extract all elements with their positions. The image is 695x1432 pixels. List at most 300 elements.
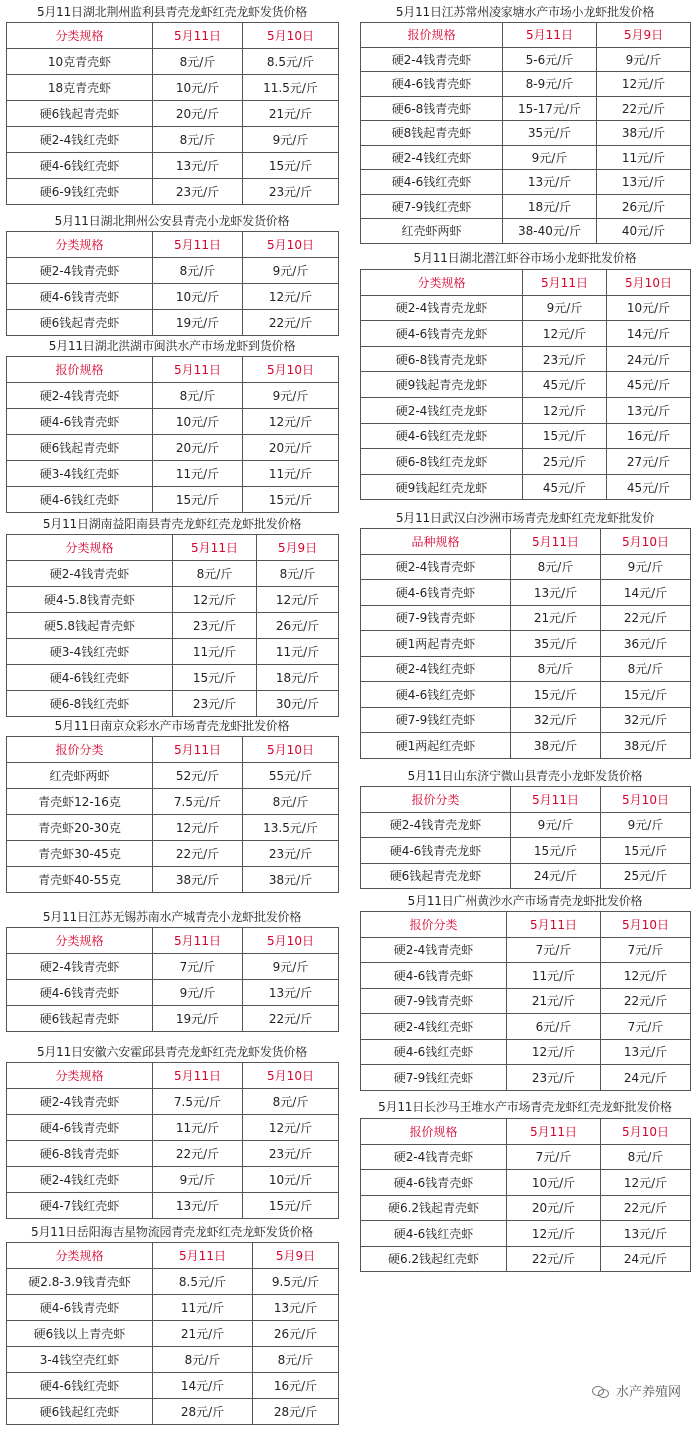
- price-cell: 8元/斤: [153, 258, 243, 284]
- price-cell: 38-40元/斤: [503, 219, 597, 244]
- spec-cell: 硬6-8钱红壳龙虾: [361, 449, 523, 475]
- price-cell: 11元/斤: [173, 639, 257, 665]
- price-cell: 45元/斤: [523, 474, 607, 500]
- price-cell: 38元/斤: [243, 867, 339, 893]
- price-cell: 12元/斤: [153, 815, 243, 841]
- column-header: 5月11日: [507, 912, 601, 938]
- spec-cell: 硬4-6钱红壳虾: [361, 1039, 507, 1065]
- price-table: [6, 1242, 339, 1425]
- table-row: [7, 867, 339, 893]
- table-row: [7, 613, 339, 639]
- price-cell: 12元/斤: [243, 1115, 339, 1141]
- table-row: [361, 682, 691, 708]
- price-cell: 9元/斤: [243, 127, 339, 153]
- column-header: 5月11日: [153, 1063, 243, 1089]
- price-cell: 12元/斤: [257, 587, 339, 613]
- column-header: 报价规格: [361, 1119, 507, 1145]
- spec-cell: 硬6钱起青壳虾: [7, 1006, 153, 1032]
- price-cell: 21元/斤: [507, 988, 601, 1014]
- price-cell: 23元/斤: [243, 1141, 339, 1167]
- price-table: [6, 1062, 339, 1219]
- price-table: [6, 231, 339, 336]
- table-row: [7, 435, 339, 461]
- price-cell: 19元/斤: [153, 1006, 243, 1032]
- price-cell: 20元/斤: [153, 435, 243, 461]
- table-row: [7, 639, 339, 665]
- table-header-row: [7, 1243, 339, 1269]
- spec-cell: 硬4-6钱红壳虾: [7, 487, 153, 513]
- price-cell: 9.5元/斤: [253, 1269, 339, 1295]
- spec-cell: 10克青壳虾: [7, 49, 153, 75]
- price-table: [360, 22, 691, 244]
- spec-cell: 硬4-6钱青壳龙虾: [361, 321, 523, 347]
- spec-cell: 18克青壳虾: [7, 75, 153, 101]
- table-row: [7, 1141, 339, 1167]
- price-cell: 20元/斤: [243, 435, 339, 461]
- price-cell: 11元/斤: [153, 461, 243, 487]
- price-cell: 15元/斤: [153, 487, 243, 513]
- price-cell: 13元/斤: [153, 1193, 243, 1219]
- table-title: 5月11日安徽六安霍邱县青壳龙虾红壳龙虾发货价格: [36, 1045, 308, 1059]
- price-table: [6, 534, 339, 717]
- spec-cell: 硬2-4钱青壳龙虾: [361, 295, 523, 321]
- price-cell: 12元/斤: [507, 1221, 601, 1247]
- table-row: [361, 863, 691, 889]
- price-cell: 15元/斤: [601, 682, 691, 708]
- price-cell: 12元/斤: [523, 397, 607, 423]
- price-cell: 12元/斤: [601, 963, 691, 989]
- price-table: [360, 1118, 691, 1272]
- column-header: 5月10日: [243, 23, 339, 49]
- spec-cell: 硬6-8钱青壳龙虾: [361, 346, 523, 372]
- price-table-block: [360, 247, 690, 500]
- price-cell: 9元/斤: [153, 1167, 243, 1193]
- table-row: [7, 1089, 339, 1115]
- price-cell: 24元/斤: [511, 863, 601, 889]
- spec-cell: 硬4-6钱红壳虾: [361, 682, 511, 708]
- price-cell: 10元/斤: [507, 1170, 601, 1196]
- table-row: [361, 1144, 691, 1170]
- table-header-row: [361, 1119, 691, 1145]
- table-row: [7, 1167, 339, 1193]
- price-cell: 27元/斤: [607, 449, 691, 475]
- price-cell: 18元/斤: [503, 194, 597, 219]
- column-header: 5月9日: [597, 23, 691, 48]
- price-table: [360, 269, 691, 500]
- price-cell: 35元/斤: [503, 121, 597, 146]
- spec-cell: 青壳虾12-16克: [7, 789, 153, 815]
- price-cell: 23元/斤: [153, 179, 243, 205]
- table-row: [361, 346, 691, 372]
- column-header: 5月11日: [153, 737, 243, 763]
- price-cell: 9元/斤: [597, 47, 691, 72]
- column-header: 5月10日: [601, 1119, 691, 1145]
- price-cell: 8元/斤: [511, 656, 601, 682]
- table-title: 5月11日江苏常州凌家塘水产市场小龙虾批发价格: [395, 5, 655, 19]
- table-row: [361, 295, 691, 321]
- price-cell: 22元/斤: [597, 96, 691, 121]
- price-cell: 21元/斤: [153, 1321, 253, 1347]
- spec-cell: 硬2-4钱青壳虾: [7, 1089, 153, 1115]
- spec-cell: 硬4-6钱青壳虾: [7, 1295, 153, 1321]
- price-cell: 8元/斤: [153, 49, 243, 75]
- price-cell: 15元/斤: [511, 838, 601, 864]
- column-header: 5月10日: [243, 232, 339, 258]
- price-cell: 20元/斤: [153, 101, 243, 127]
- table-row: [361, 605, 691, 631]
- table-row: [7, 153, 339, 179]
- spec-cell: 硬2-4钱青壳虾: [7, 258, 153, 284]
- table-row: [7, 1295, 339, 1321]
- column-header: 5月9日: [257, 535, 339, 561]
- table-row: [361, 1014, 691, 1040]
- price-table: [360, 528, 691, 759]
- spec-cell: 硬4-6钱青壳虾: [7, 284, 153, 310]
- column-header: 分类规格: [7, 1063, 153, 1089]
- column-header: 5月10日: [243, 928, 339, 954]
- table-title: 5月11日岳阳海吉星物流园青壳龙虾红壳龙虾发货价格: [31, 1225, 313, 1239]
- table-row: [7, 561, 339, 587]
- price-cell: 32元/斤: [511, 707, 601, 733]
- spec-cell: 硬6钱起青壳虾: [7, 101, 153, 127]
- table-row: [7, 1399, 339, 1425]
- spec-cell: 硬2-4钱红壳虾: [7, 1167, 153, 1193]
- table-row: [7, 284, 339, 310]
- price-cell: 13元/斤: [153, 153, 243, 179]
- price-cell: 22元/斤: [153, 1141, 243, 1167]
- price-table-block: [360, 1096, 690, 1272]
- price-cell: 14元/斤: [607, 321, 691, 347]
- price-cell: 21元/斤: [511, 605, 601, 631]
- table-row: [361, 963, 691, 989]
- spec-cell: 硬2-4钱红壳虾: [361, 656, 511, 682]
- price-cell: 7.5元/斤: [153, 789, 243, 815]
- price-cell: 9元/斤: [511, 812, 601, 838]
- column-header: 5月11日: [153, 1243, 253, 1269]
- table-row: [7, 49, 339, 75]
- table-row: [7, 841, 339, 867]
- spec-cell: 硬2-4钱青壳虾: [361, 554, 511, 580]
- price-table-block: [6, 514, 338, 717]
- price-cell: 35元/斤: [511, 631, 601, 657]
- price-cell: 12元/斤: [507, 1039, 601, 1065]
- spec-cell: 青壳虾20-30克: [7, 815, 153, 841]
- table-header-row: [361, 912, 691, 938]
- spec-cell: 硬7-9钱青壳虾: [361, 605, 511, 631]
- column-header: 5月11日: [511, 529, 601, 555]
- column-header: 5月10日: [607, 270, 691, 296]
- column-header: 5月11日: [523, 270, 607, 296]
- column-header: 报价分类: [361, 912, 507, 938]
- price-cell: 13元/斤: [503, 170, 597, 195]
- price-table-block: [6, 907, 338, 1032]
- spec-cell: 硬7-9钱红壳虾: [361, 707, 511, 733]
- spec-cell: 硬7-9钱红壳虾: [361, 1065, 507, 1091]
- table-row: [7, 1321, 339, 1347]
- table-header-row: [361, 270, 691, 296]
- column-header: 5月11日: [153, 357, 243, 383]
- price-cell: 13元/斤: [607, 397, 691, 423]
- spec-cell: 硬2-4钱红壳虾: [361, 145, 503, 170]
- spec-cell: 青壳虾40-55克: [7, 867, 153, 893]
- spec-cell: 硬4-6钱红壳虾: [7, 153, 153, 179]
- price-cell: 6元/斤: [507, 1014, 601, 1040]
- price-cell: 10元/斤: [153, 75, 243, 101]
- spec-cell: 硬6钱以上青壳虾: [7, 1321, 153, 1347]
- spec-cell: 硬6-9钱红壳虾: [7, 179, 153, 205]
- price-cell: 7元/斤: [507, 1144, 601, 1170]
- spec-cell: 硬4-6钱青壳虾: [7, 980, 153, 1006]
- column-header: 5月11日: [153, 928, 243, 954]
- table-row: [7, 409, 339, 435]
- table-row: [7, 980, 339, 1006]
- table-row: [7, 461, 339, 487]
- price-cell: 8元/斤: [601, 656, 691, 682]
- table-title: 5月11日武汉白沙洲市场青壳龙虾红壳龙虾批发价: [395, 511, 655, 525]
- table-row: [7, 1347, 339, 1373]
- price-table-block: [6, 716, 338, 893]
- price-cell: 52元/斤: [153, 763, 243, 789]
- column-header: 5月11日: [507, 1119, 601, 1145]
- table-row: [361, 1065, 691, 1091]
- price-cell: 28元/斤: [153, 1399, 253, 1425]
- column-header: 5月9日: [253, 1243, 339, 1269]
- price-cell: 25元/斤: [601, 863, 691, 889]
- table-row: [361, 1246, 691, 1272]
- price-cell: 40元/斤: [597, 219, 691, 244]
- table-row: [7, 258, 339, 284]
- price-cell: 8元/斤: [153, 1347, 253, 1373]
- price-cell: 5-6元/斤: [503, 47, 597, 72]
- spec-cell: 硬1两起青壳虾: [361, 631, 511, 657]
- table-row: [7, 487, 339, 513]
- price-cell: 22元/斤: [601, 1195, 691, 1221]
- spec-cell: 硬2-4钱青壳虾: [361, 1144, 507, 1170]
- price-cell: 16元/斤: [607, 423, 691, 449]
- price-cell: 38元/斤: [601, 733, 691, 759]
- price-cell: 22元/斤: [243, 310, 339, 336]
- table-row: [7, 1115, 339, 1141]
- table-row: [361, 121, 691, 146]
- table-row: [7, 789, 339, 815]
- spec-cell: 硬7-9钱青壳虾: [361, 988, 507, 1014]
- price-table: [6, 736, 339, 893]
- table-row: [7, 1006, 339, 1032]
- price-cell: 45元/斤: [523, 372, 607, 398]
- price-cell: 10元/斤: [243, 1167, 339, 1193]
- column-header: 5月10日: [243, 1063, 339, 1089]
- price-cell: 26元/斤: [597, 194, 691, 219]
- price-cell: 13.5元/斤: [243, 815, 339, 841]
- table-header-row: [361, 787, 691, 813]
- spec-cell: 硬8钱起青壳虾: [361, 121, 503, 146]
- price-cell: 10元/斤: [607, 295, 691, 321]
- price-cell: 12元/斤: [173, 587, 257, 613]
- column-header: 品种规格: [361, 529, 511, 555]
- table-title: 5月11日江苏无锡苏南水产城青壳小龙虾批发价格: [42, 910, 302, 924]
- price-cell: 7.5元/斤: [153, 1089, 243, 1115]
- price-cell: 8元/斤: [153, 127, 243, 153]
- table-row: [7, 127, 339, 153]
- table-row: [361, 656, 691, 682]
- price-cell: 9元/斤: [503, 145, 597, 170]
- table-row: [361, 423, 691, 449]
- table-row: [7, 587, 339, 613]
- spec-cell: 硬6-8钱青壳虾: [7, 1141, 153, 1167]
- column-header: 分类规格: [7, 535, 173, 561]
- price-cell: 23元/斤: [243, 841, 339, 867]
- price-cell: 8-9元/斤: [503, 72, 597, 97]
- spec-cell: 硬4-7钱红壳虾: [7, 1193, 153, 1219]
- table-row: [7, 691, 339, 717]
- price-cell: 15元/斤: [243, 487, 339, 513]
- price-cell: 11元/斤: [243, 461, 339, 487]
- price-cell: 19元/斤: [153, 310, 243, 336]
- price-cell: 7元/斤: [601, 937, 691, 963]
- price-cell: 12元/斤: [243, 409, 339, 435]
- spec-cell: 硬2-4钱青壳龙虾: [361, 812, 511, 838]
- spec-cell: 硬2-4钱青壳虾: [361, 937, 507, 963]
- spec-cell: 硬6.2钱起青壳虾: [361, 1195, 507, 1221]
- price-cell: 16元/斤: [253, 1373, 339, 1399]
- price-cell: 14元/斤: [153, 1373, 253, 1399]
- table-row: [361, 194, 691, 219]
- table-row: [7, 1373, 339, 1399]
- table-row: [361, 47, 691, 72]
- spec-cell: 硬2.8-3.9钱青壳虾: [7, 1269, 153, 1295]
- price-cell: 15元/斤: [511, 682, 601, 708]
- table-row: [361, 170, 691, 195]
- column-header: 5月10日: [601, 529, 691, 555]
- price-cell: 22元/斤: [507, 1246, 601, 1272]
- price-cell: 15元/斤: [523, 423, 607, 449]
- price-cell: 22元/斤: [153, 841, 243, 867]
- spec-cell: 红壳虾两虾: [361, 219, 503, 244]
- column-header: 5月10日: [601, 912, 691, 938]
- table-title: 5月11日湖北洪湖市闽洪水产市场龙虾到货价格: [48, 339, 296, 353]
- table-header-row: [7, 535, 339, 561]
- price-cell: 8元/斤: [257, 561, 339, 587]
- price-cell: 23元/斤: [523, 346, 607, 372]
- table-header-row: [7, 737, 339, 763]
- table-title: 5月11日广州黄沙水产市场青壳龙虾批发价格: [407, 894, 643, 908]
- price-cell: 28元/斤: [253, 1399, 339, 1425]
- table-header-row: [7, 1063, 339, 1089]
- price-cell: 18元/斤: [257, 665, 339, 691]
- table-header-row: [361, 529, 691, 555]
- price-cell: 23元/斤: [173, 613, 257, 639]
- spec-cell: 硬2-4钱青壳虾: [7, 561, 173, 587]
- spec-cell: 硬4-6钱红壳虾: [361, 1221, 507, 1247]
- price-cell: 13元/斤: [597, 170, 691, 195]
- table-row: [7, 1269, 339, 1295]
- price-cell: 9元/斤: [523, 295, 607, 321]
- table-title: 5月11日山东济宁微山县青壳小龙虾发货价格: [407, 769, 643, 783]
- price-cell: 13元/斤: [511, 580, 601, 606]
- price-cell: 20元/斤: [507, 1195, 601, 1221]
- price-cell: 8元/斤: [243, 1089, 339, 1115]
- table-header-row: [7, 23, 339, 49]
- spec-cell: 硬4-6钱青壳虾: [7, 1115, 153, 1141]
- table-title: 5月11日湖北荆州公安县青壳小龙虾发货价格: [54, 214, 290, 228]
- spec-cell: 硬9钱起青壳龙虾: [361, 372, 523, 398]
- spec-cell: 硬6钱起青壳虾: [7, 310, 153, 336]
- price-cell: 10元/斤: [153, 409, 243, 435]
- column-header: 5月10日: [243, 737, 339, 763]
- spec-cell: 硬6-8钱青壳虾: [361, 96, 503, 121]
- price-table-block: [6, 1042, 338, 1219]
- column-header: 5月10日: [601, 787, 691, 813]
- table-row: [361, 812, 691, 838]
- spec-cell: 硬6钱起青壳虾: [7, 435, 153, 461]
- price-cell: 8元/斤: [511, 554, 601, 580]
- table-row: [361, 219, 691, 244]
- price-cell: 7元/斤: [507, 937, 601, 963]
- price-cell: 38元/斤: [153, 867, 243, 893]
- column-header: 分类规格: [361, 270, 523, 296]
- price-table: [6, 927, 339, 1032]
- table-row: [361, 631, 691, 657]
- price-cell: 26元/斤: [257, 613, 339, 639]
- spec-cell: 硬2-4钱青壳虾: [7, 954, 153, 980]
- price-cell: 22元/斤: [601, 988, 691, 1014]
- spec-cell: 硬4-6钱红壳虾: [7, 1373, 153, 1399]
- spec-cell: 红壳虾两虾: [7, 763, 153, 789]
- spec-cell: 3-4钱空壳红虾: [7, 1347, 153, 1373]
- table-row: [361, 474, 691, 500]
- price-cell: 11元/斤: [153, 1295, 253, 1321]
- table-title: 5月11日湖北荆州监利县青壳龙虾红壳龙虾发货价格: [36, 5, 308, 19]
- price-cell: 22元/斤: [243, 1006, 339, 1032]
- price-cell: 36元/斤: [601, 631, 691, 657]
- column-header: 分类规格: [7, 232, 153, 258]
- spec-cell: 硬6.2钱起红壳虾: [361, 1246, 507, 1272]
- price-table-block: [360, 766, 690, 889]
- price-cell: 8元/斤: [253, 1347, 339, 1373]
- price-cell: 15元/斤: [173, 665, 257, 691]
- price-cell: 9元/斤: [601, 554, 691, 580]
- column-header: 5月11日: [153, 23, 243, 49]
- price-cell: 15元/斤: [243, 1193, 339, 1219]
- column-header: 分类规格: [7, 1243, 153, 1269]
- table-row: [7, 310, 339, 336]
- price-table-block: [6, 336, 338, 513]
- spec-cell: 硬4-6钱青壳龙虾: [361, 838, 511, 864]
- price-cell: 30元/斤: [257, 691, 339, 717]
- price-cell: 13元/斤: [243, 980, 339, 1006]
- price-table: [360, 786, 691, 889]
- price-cell: 11元/斤: [257, 639, 339, 665]
- price-table: [6, 356, 339, 513]
- table-title: 5月11日南京众彩水产市场青壳龙虾批发价格: [54, 719, 290, 733]
- price-cell: 15元/斤: [601, 838, 691, 864]
- spec-cell: 硬3-4钱红壳虾: [7, 639, 173, 665]
- price-cell: 11.5元/斤: [243, 75, 339, 101]
- price-cell: 9元/斤: [243, 383, 339, 409]
- spec-cell: 硬2-4钱红壳虾: [7, 127, 153, 153]
- table-row: [361, 937, 691, 963]
- table-row: [361, 1195, 691, 1221]
- spec-cell: 硬7-9钱红壳虾: [361, 194, 503, 219]
- price-cell: 23元/斤: [507, 1065, 601, 1091]
- column-header: 5月10日: [243, 357, 339, 383]
- price-cell: 45元/斤: [607, 474, 691, 500]
- table-row: [361, 449, 691, 475]
- price-cell: 14元/斤: [601, 580, 691, 606]
- price-cell: 8元/斤: [601, 1144, 691, 1170]
- table-row: [7, 954, 339, 980]
- price-cell: 9元/斤: [243, 258, 339, 284]
